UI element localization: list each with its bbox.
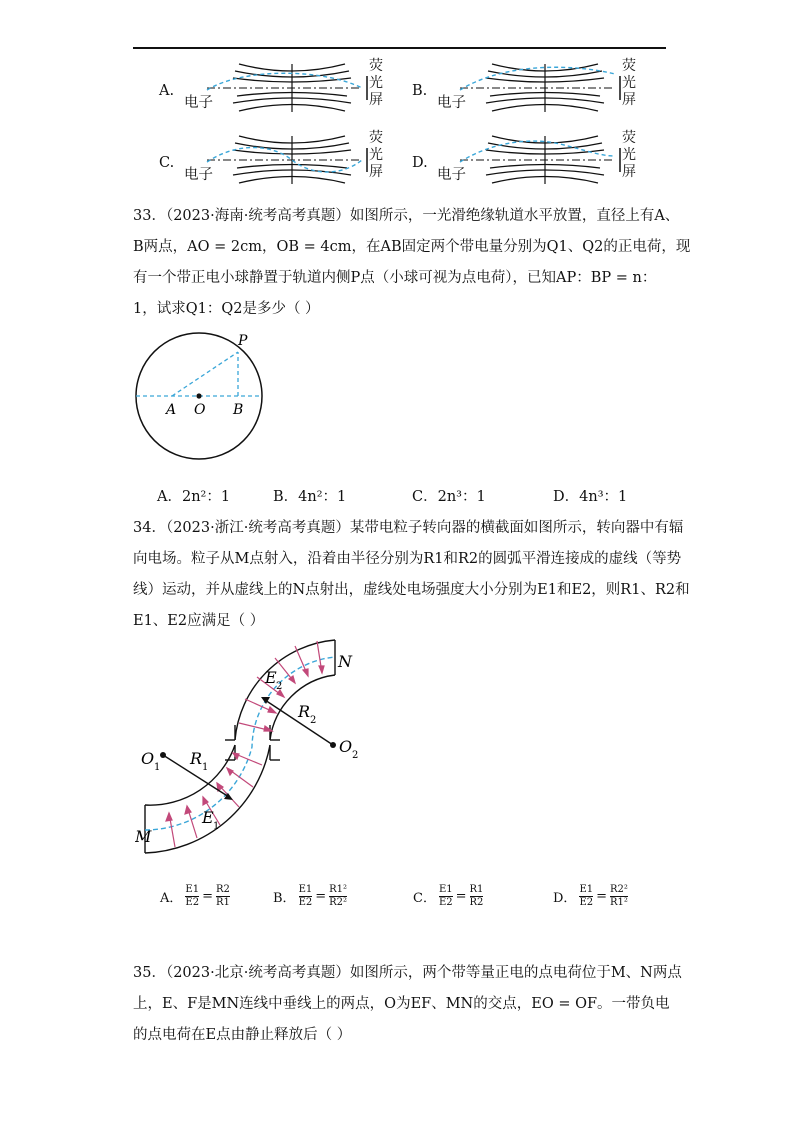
option-letter: C． [413, 891, 436, 906]
screen-char: 荧 [369, 58, 383, 74]
screen-char: 屏 [622, 92, 636, 108]
rhs-fraction [329, 884, 347, 909]
label-e1-sub: 1 [213, 821, 220, 832]
screen-char: 光 [369, 75, 383, 91]
electron-label: 电子 [184, 167, 213, 183]
screen-label [369, 130, 383, 181]
numerator: R1² [329, 884, 348, 895]
numerator: R2² [610, 884, 628, 895]
q34-deflector-figure [135, 635, 370, 865]
numerator: E1 [185, 884, 200, 895]
q33-stem [133, 201, 691, 325]
electron-label: 电子 [437, 95, 466, 111]
q35-line: 的点电荷在E点由静止释放后（ ） [133, 1027, 352, 1043]
screen-char: 屏 [369, 164, 383, 180]
screen-char: 光 [622, 75, 636, 91]
lhs-fraction [439, 884, 453, 909]
q32-option-c[interactable] [157, 130, 383, 190]
label-e2: E [265, 668, 277, 687]
q32-option-d[interactable] [410, 130, 640, 190]
screen-char: 荧 [622, 58, 636, 74]
field-diagram [202, 130, 372, 190]
denominator: E2 [438, 897, 453, 908]
option-letter: A. [159, 83, 175, 99]
q34-option-a[interactable]: A． $\frac{E1}{E2}$ = $\frac{R2}{R1}$ [160, 884, 230, 908]
center-dot [196, 393, 201, 398]
q33-option-c[interactable]: C．2n³：1 [412, 489, 486, 505]
q34-line: E1、E2应满足（ ） [133, 613, 265, 629]
rhs-fraction [216, 884, 230, 909]
field-diagram [202, 58, 372, 118]
screen-label [622, 58, 636, 109]
screen-char: 荧 [369, 130, 383, 146]
denominator: R1 [215, 897, 230, 908]
q33-option-d[interactable]: D．4n³：1 [553, 489, 628, 505]
equipotential-path [145, 657, 335, 830]
label-a: A [166, 402, 177, 418]
label-o1: O [141, 749, 155, 768]
denominator: R2² [329, 897, 348, 908]
field-diagram [455, 130, 625, 190]
q34-line: 34．（2023·浙江·统考高考真题）某带电粒子转向器的横截面如图所示，转向器中有辐 [133, 520, 684, 536]
lhs-fraction [185, 884, 199, 909]
q33-line: 33．（2023·海南·统考高考真题）如图所示，一光滑绝缘轨道水平放置，直径上有A、 [133, 208, 680, 224]
denominator: E2 [579, 897, 594, 908]
q33-option-a[interactable]: A．2n²：1 [157, 489, 231, 505]
q35-line: 上，E、F是MN连线中垂线上的两点，O为EF、MN的交点，EO = OF。一带负电 [133, 996, 670, 1012]
label-o2: O [339, 737, 353, 756]
lhs-fraction [579, 884, 593, 909]
screen-char: 荧 [622, 130, 636, 146]
electron-label: 电子 [437, 167, 466, 183]
numerator: E1 [579, 884, 594, 895]
q34-option-c[interactable]: C． $\frac{E1}{E2}$ = $\frac{R1}{R2}$ [413, 884, 484, 908]
option-letter: A． [160, 891, 183, 906]
label-m: M [135, 827, 152, 846]
option-letter: B． [273, 891, 296, 906]
q35-stem [133, 958, 682, 1051]
label-e2-sub: 2 [276, 681, 283, 692]
header-rule [133, 47, 666, 49]
q32-option-b[interactable] [410, 58, 640, 118]
label-o: O [194, 402, 206, 418]
label-r2-sub: 2 [310, 715, 317, 726]
label-o1-sub: 1 [154, 762, 161, 773]
screen-char: 屏 [622, 164, 636, 180]
label-o2-sub: 2 [352, 750, 359, 761]
q32-option-a[interactable] [157, 58, 383, 118]
rhs-fraction [470, 884, 484, 909]
label-n: N [338, 652, 352, 671]
option-letter: B. [412, 83, 428, 99]
q33-line: B两点，AO = 2cm，OB = 4cm，在AB固定两个带电量分别为Q1、Q2的正电荷，现 [133, 239, 691, 255]
lhs-fraction [299, 884, 313, 909]
q33-line: 1，试求Q1：Q2是多少（ ） [133, 301, 320, 317]
label-r1: R [190, 749, 203, 768]
label-e1: E [202, 808, 214, 827]
screen-char: 屏 [369, 92, 383, 108]
denominator: R1² [610, 897, 628, 908]
q34-line: 线）运动，并从虚线上的N点射出，虚线处电场强度大小分别为E1和E2，则R1、R2和 [133, 582, 690, 598]
denominator: E2 [298, 897, 313, 908]
label-b: B [233, 402, 244, 418]
numerator: E1 [438, 884, 453, 895]
q34-option-d[interactable]: D． $\frac{E1}{E2}$ = $\frac{\text{R2²}}{\text{R1²}}$ [553, 884, 628, 908]
denominator: R2 [469, 897, 484, 908]
option-letter: D. [412, 155, 428, 171]
q34-stem [133, 513, 690, 637]
numerator: R2 [215, 884, 230, 895]
electron-label: 电子 [184, 95, 213, 111]
upper-channel [235, 640, 335, 740]
option-letter: D． [553, 891, 577, 906]
denominator: E2 [185, 897, 200, 908]
q33-track-figure [130, 325, 280, 475]
label-r1-sub: 1 [202, 762, 209, 773]
q33-option-b[interactable]: B．4n²：1 [273, 489, 347, 505]
screen-char: 光 [369, 147, 383, 163]
field-diagram [455, 58, 625, 118]
q34-line: 向电场。粒子从M点射入，沿着由半径分别为R1和R2的圆弧平滑连接成的虚线（等势 [133, 551, 682, 567]
label-r2: R [298, 702, 311, 721]
numerator: R1 [469, 884, 484, 895]
ap-line [172, 352, 238, 396]
screen-label [369, 58, 383, 109]
label-p: P [238, 333, 248, 349]
q33-line: 有一个带正电小球静置于轨道内侧P点（小球可视为点电荷），已知AP：BP = n： [133, 270, 657, 286]
q35-line: 35．（2023·北京·统考高考真题）如图所示，两个带等量正电的点电荷位于M、N两点 [133, 965, 682, 981]
rhs-fraction [610, 884, 628, 909]
screen-char: 光 [622, 147, 636, 163]
screen-label [622, 130, 636, 181]
numerator: E1 [298, 884, 313, 895]
q34-option-b[interactable]: B． $\frac{E1}{E2}$ = $\frac{\text{R1²}}{\text{R2²}}$ [273, 884, 348, 908]
option-letter: C. [159, 155, 175, 171]
